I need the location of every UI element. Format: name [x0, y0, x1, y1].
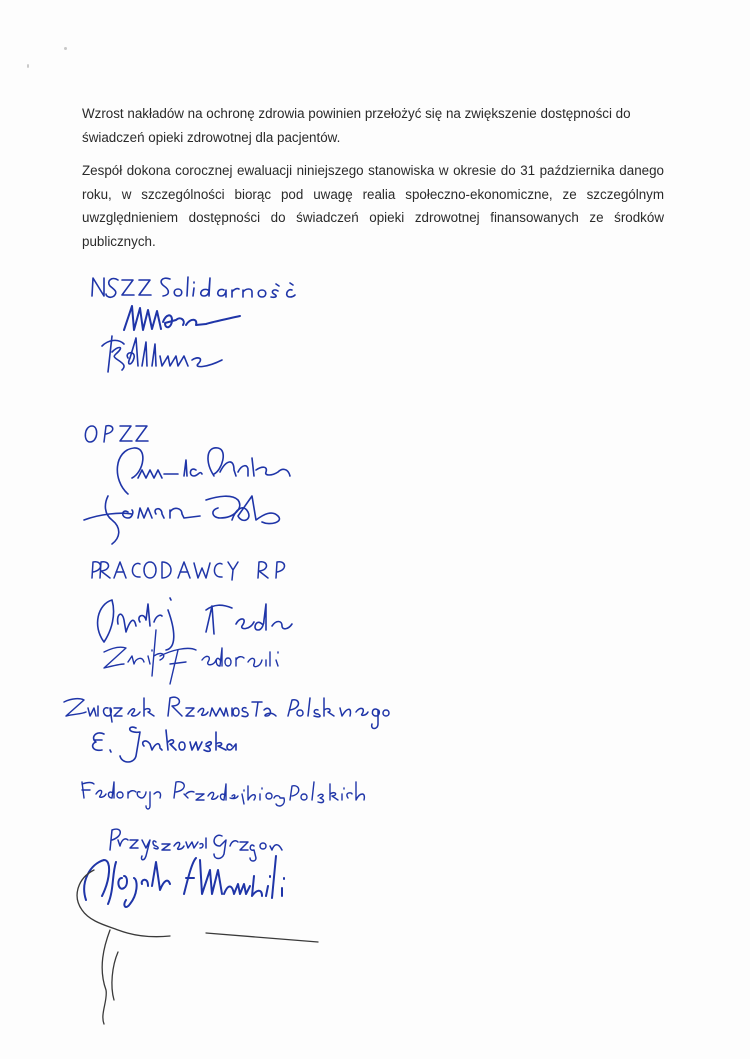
signature-zbigniew-fedorowski: [104, 630, 278, 684]
handwritten-org-label-federacja-przedsiebiorcow-polskich: [82, 782, 364, 809]
signature-przyszewski-grzegorz: [110, 829, 282, 861]
handwritten-org-label-pracodawcy-rp: [92, 562, 285, 580]
handwritten-org-label-opzz: [85, 426, 148, 442]
signature-scribble: [124, 306, 240, 330]
handwritten-org-label-nszz-solidarnosc: [92, 277, 295, 297]
signature-wojciech-warminski: [84, 856, 284, 907]
paragraph-annual-evaluation: Zespół dokona corocznej ewaluacji niniejszego stanowiska w okresie do 31 października danego roku, w szczególności biorąc pod uwagę realia społeczno-ekonomiczne, ze szczególnym uwzględnieniem dostępności do świadczeń opieki zdrowotnej finansowanych ze środków publicznych.: [82, 163, 664, 249]
signature-urszula-michalska: [117, 448, 290, 494]
signature-kedziorek: [102, 336, 222, 372]
paragraph-health-spending: Wzrost nakładów na ochronę zdrowia powinien przełożyć się na zwiększenie dostępności do świadczeń opieki zdrowotnej dla pacjentów.: [82, 106, 631, 145]
signature-andrzej-medala: [98, 598, 292, 650]
handwritten-org-label-zwiazek-rzemiosla-polskiego: [64, 697, 389, 728]
scan-speck: [64, 47, 67, 50]
signature-e-jankowska: [93, 727, 236, 762]
signature-black-flourish: [77, 870, 318, 1024]
scan-speck: [27, 64, 29, 68]
signature-roman-zygmunt: [84, 496, 279, 544]
